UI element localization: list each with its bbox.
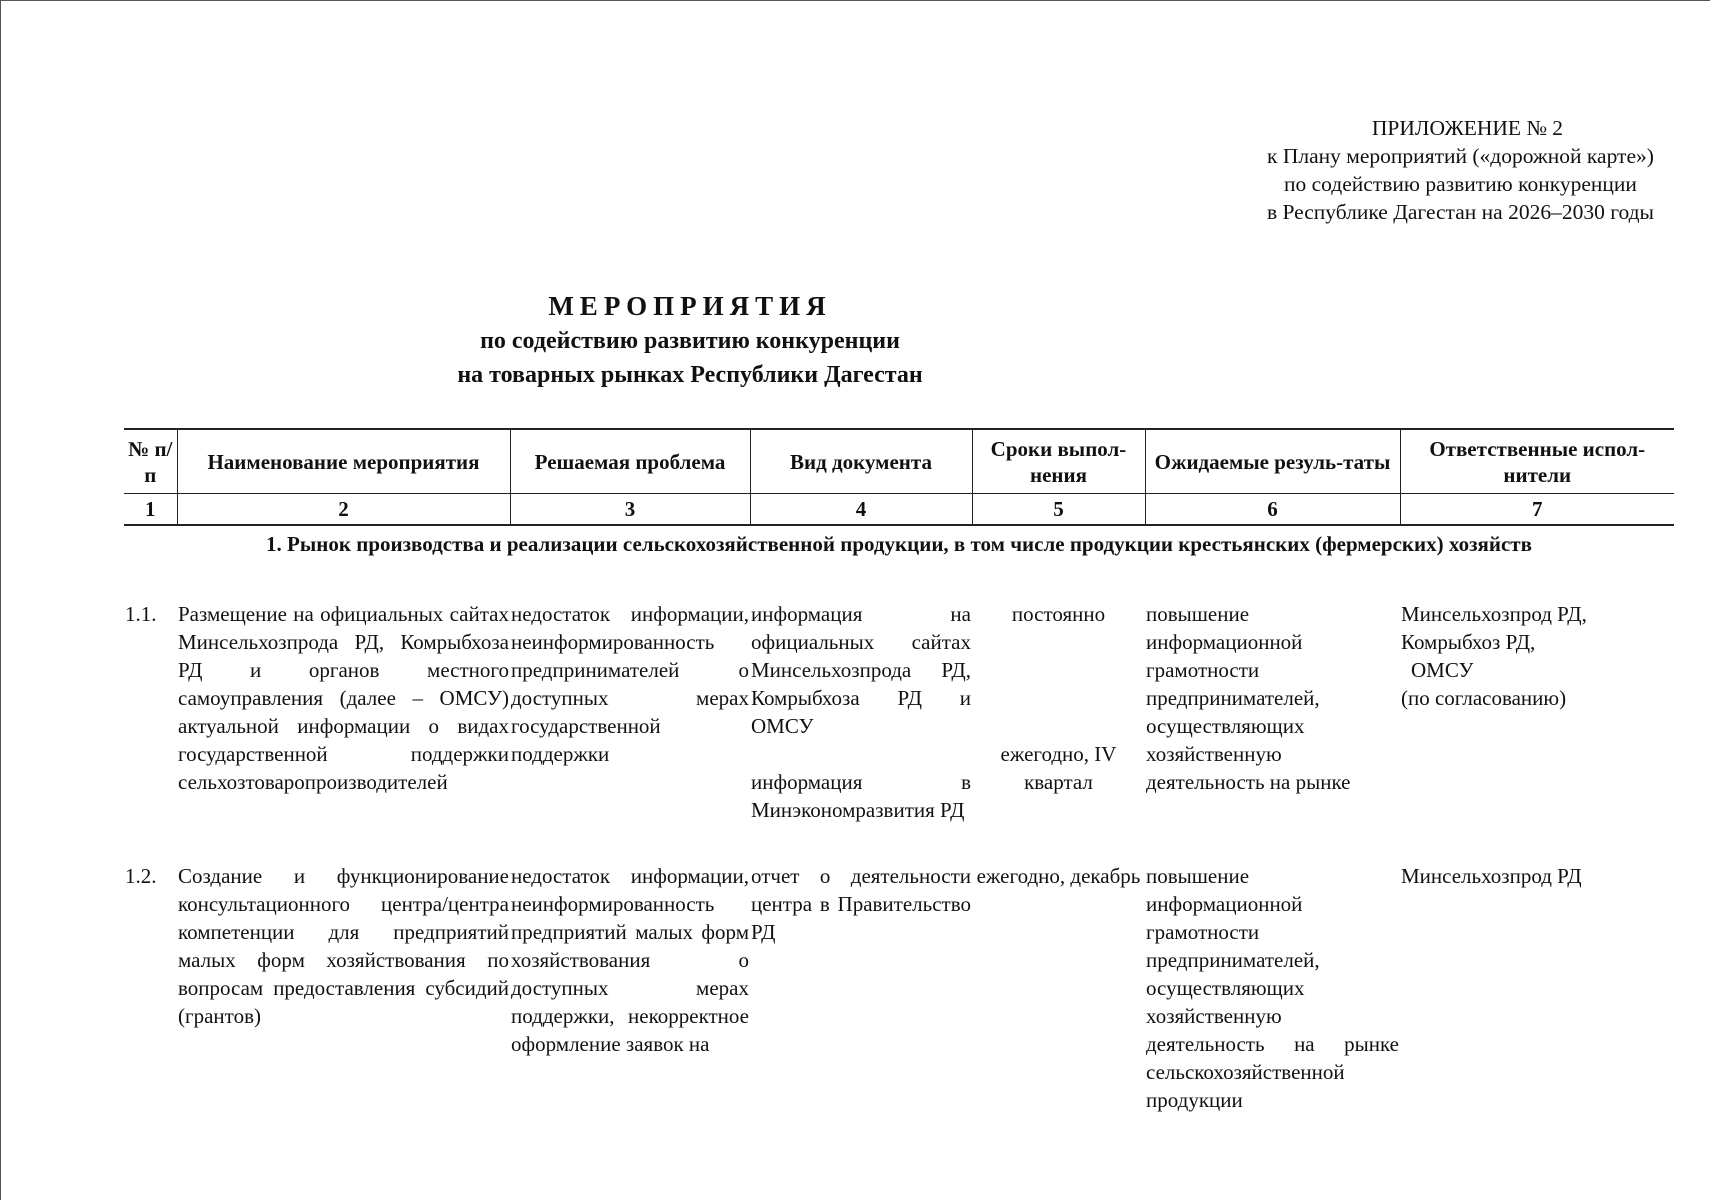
row-num: 1.1. <box>125 602 157 626</box>
column-number: 1 <box>124 494 177 526</box>
row-problem: недостаток информации, неинформированность предприятий малых форм хозяйствования о доступных мерах поддержки, некорректное оформление заявок на <box>511 864 749 1056</box>
column-number: 6 <box>1145 494 1400 526</box>
table-row <box>124 824 1674 1114</box>
row-term: ежегодно, декабрь <box>976 864 1141 888</box>
appendix-line-3: в Республике Дагестан на 2026–2030 годы <box>1266 200 1654 224</box>
row-name: Размещение на официальных сайтах Минсельхозпрода РД, Комрыбхоза РД и органов местного самоуправления (далее – ОМСУ) актуальной информации о видах государственной поддержки сельхозтоваропроизводителей <box>178 602 509 794</box>
column-number: 4 <box>750 494 972 526</box>
row-responsible: ОМСУ <box>1411 658 1474 682</box>
row-responsible: Минсельхозпрод РД <box>1401 864 1582 888</box>
section-row <box>124 525 1674 570</box>
header-responsible: Ответственные испол-нители <box>1400 429 1674 494</box>
row-document: отчет о деятельности центра в Правительство РД <box>751 864 971 944</box>
document-title: МЕРОПРИЯТИЯ <box>548 291 832 321</box>
column-number: 2 <box>177 494 510 526</box>
measures-table <box>124 428 1674 1114</box>
document-subtitle-2: на товарных рынках Республики Дагестан <box>457 362 923 388</box>
column-number: 5 <box>972 494 1145 526</box>
row-problem: недостаток информации, неинформированность предпринимателей о доступных мерах государственной поддержки <box>511 602 749 766</box>
section-title: 1. Рынок производства и реализации сельскохозяйственной продукции, в том числе продукции крестьянских (фермерских) хозяйств <box>266 532 1532 556</box>
header-name: Наименование мероприятия <box>177 429 510 494</box>
page-left-edge <box>0 0 1 1200</box>
page-top-edge <box>0 0 1710 1</box>
column-number: 7 <box>1400 494 1674 526</box>
table-row <box>124 570 1674 824</box>
header-result: Ожидаемые резуль-таты <box>1145 429 1400 494</box>
table-header-row <box>124 429 1674 494</box>
document-subtitle-1: по содействию развитию конкуренции <box>480 328 900 354</box>
header-num: № п/п <box>124 429 177 494</box>
row-name: Создание и функционирование консультационного центра/центра компетенции для предприятий малых форм хозяйствования по вопросам предоставления субсидий (грантов) <box>178 864 509 1028</box>
row-term-secondary: ежегодно, IV квартал <box>1000 742 1117 794</box>
header-term: Сроки выпол-нения <box>972 429 1145 494</box>
row-num: 1.2. <box>125 864 157 888</box>
header-problem: Решаемая проблема <box>510 429 750 494</box>
header-document: Вид документа <box>750 429 972 494</box>
row-term-cell <box>972 570 1145 824</box>
row-result: повышение информационной грамотности предпринимателей, осуществляющих хозяйственную деятельность на рынке <box>1146 602 1351 794</box>
row-result: повышение информационной грамотности предпринимателей, осуществляющих хозяйственную деятельность на рынке сельскохозяйственной продукции <box>1146 864 1399 1112</box>
row-term: постоянно <box>1011 602 1106 626</box>
row-document-secondary: информация в Минэкономразвития РД <box>751 770 971 822</box>
row-document: информация на официальных сайтах Минсельхозпрода РД, Комрыбхоза РД и ОМСУ <box>751 602 971 738</box>
row-responsible-cell <box>1400 570 1674 824</box>
document-title-block <box>0 288 1380 392</box>
appendix-line-1: к Плану мероприятий («дорожной карте») <box>1267 144 1654 168</box>
appendix-line-2: по содействию развитию конкуренции <box>1284 172 1637 196</box>
appendix-title: ПРИЛОЖЕНИЕ № 2 <box>1371 116 1564 140</box>
column-numbers-row <box>124 494 1674 526</box>
row-responsible: (по согласованию) <box>1401 686 1567 710</box>
row-responsible: Минсельхозпрод РД, <box>1401 602 1587 626</box>
row-document-cell <box>750 570 972 824</box>
appendix-block <box>1267 114 1654 226</box>
row-responsible: Комрыбхоз РД, <box>1401 630 1536 654</box>
column-number: 3 <box>510 494 750 526</box>
